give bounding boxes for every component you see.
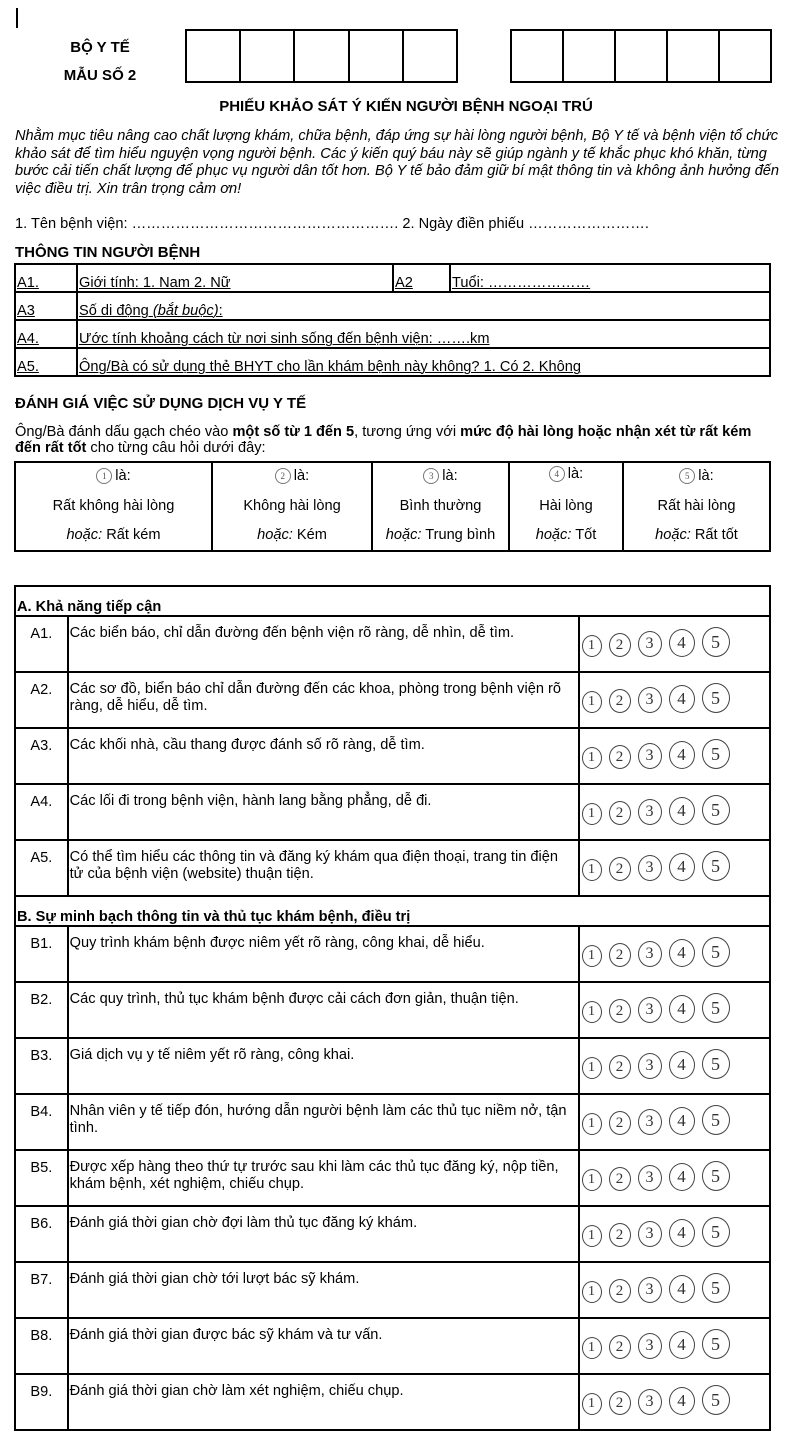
circled-number-icon: 2: [275, 468, 291, 484]
rating-option-5-circle[interactable]: 5: [702, 1105, 730, 1135]
question-text: Đánh giá thời gian chờ tới lượt bác sỹ khám.: [68, 1262, 579, 1318]
patient-info-table: [14, 263, 771, 377]
circled-number-icon: 4: [549, 466, 565, 482]
code-box[interactable]: [404, 31, 456, 81]
code-box[interactable]: [512, 31, 564, 81]
rating-option-4-circle[interactable]: 4: [669, 629, 695, 657]
question-row: [15, 1150, 770, 1206]
rating-option-1-circle[interactable]: 1: [582, 945, 602, 967]
rating-options: [579, 784, 770, 840]
rating-option-1-circle[interactable]: 1: [582, 1225, 602, 1247]
rating-option-2-circle[interactable]: 2: [609, 1223, 631, 1247]
form-code: MẪU SỐ 2: [63, 67, 137, 84]
rating-option-5-circle[interactable]: 5: [702, 993, 730, 1023]
hospital-date-line[interactable]: 1. Tên bệnh viện: ………………………………………………. 2. Ngày điền phiếu …………………….: [15, 216, 649, 232]
rating-option-1-circle[interactable]: 1: [582, 1281, 602, 1303]
info-code: A2: [393, 264, 450, 292]
question-row: [15, 728, 770, 784]
question-code: B4.: [15, 1094, 68, 1150]
rating-option-3-circle[interactable]: 3: [638, 1389, 662, 1415]
question-code: A4.: [15, 784, 68, 840]
text-cursor: [16, 8, 18, 28]
question-text: Đánh giá thời gian chờ đợi làm thủ tục đăng ký khám.: [68, 1206, 579, 1262]
question-row: [15, 840, 770, 896]
legend-cell-1: 1 là: Rất không hài lòng hoặc: Rất kém: [15, 462, 212, 551]
code-box[interactable]: [616, 31, 668, 81]
question-text: Đánh giá thời gian được bác sỹ khám và tư vấn.: [68, 1318, 579, 1374]
rating-option-5-circle[interactable]: 5: [702, 851, 730, 881]
rating-option-5-circle[interactable]: 5: [702, 1161, 730, 1191]
rating-option-1-circle[interactable]: 1: [582, 803, 602, 825]
patient-info-heading: THÔNG TIN NGƯỜI BỆNH: [15, 244, 201, 261]
rating-options: [579, 1206, 770, 1262]
question-code: B5.: [15, 1150, 68, 1206]
legend-cell-2: 2 là: Không hài lòng hoặc: Kém: [212, 462, 372, 551]
insurance-field[interactable]: Ông/Bà có sử dụng thẻ BHYT cho lần khám bệnh này không? 1. Có 2. Không: [77, 348, 770, 376]
rating-option-5-circle[interactable]: 5: [702, 627, 730, 657]
rating-option-3-circle[interactable]: 3: [638, 941, 662, 967]
question-text: Được xếp hàng theo thứ tự trước sau khi làm các thủ tục đăng ký, nộp tiền, khám bệnh, xét nghiệm, chiếu chụp.: [68, 1150, 579, 1206]
rating-option-1-circle[interactable]: 1: [582, 747, 602, 769]
rating-option-5-circle[interactable]: 5: [702, 1049, 730, 1079]
section-title: B. Sự minh bạch thông tin và thủ tục khám bệnh, điều trị: [15, 896, 770, 926]
question-text: Nhân viên y tế tiếp đón, hướng dẫn người bệnh làm các thủ tục niềm nở, tận tình.: [68, 1094, 579, 1150]
rating-option-2-circle[interactable]: 2: [609, 1111, 631, 1135]
rating-option-5-circle[interactable]: 5: [702, 795, 730, 825]
question-text: Các sơ đồ, biển báo chỉ dẫn đường đến các khoa, phòng trong bệnh viện rõ ràng, dễ hiểu, dễ tìm.: [68, 672, 579, 728]
section-header-row: [15, 896, 770, 926]
distance-field[interactable]: Ước tính khoảng cách từ nơi sinh sống đến bệnh viện: …….km: [77, 320, 770, 348]
rating-option-3-circle[interactable]: 3: [638, 1277, 662, 1303]
rating-option-4-circle[interactable]: 4: [669, 1107, 695, 1135]
question-row: [15, 1094, 770, 1150]
code-box[interactable]: [187, 31, 241, 81]
rating-option-4-circle[interactable]: 4: [669, 1275, 695, 1303]
question-code: A5.: [15, 840, 68, 896]
question-row: [15, 1206, 770, 1262]
question-text: Đánh giá thời gian chờ làm xét nghiệm, chiếu chụp.: [68, 1374, 579, 1430]
rating-options: [579, 1262, 770, 1318]
rating-option-4-circle[interactable]: 4: [669, 1387, 695, 1415]
question-text: Quy trình khám bệnh được niêm yết rõ ràng, công khai, dễ hiểu.: [68, 926, 579, 982]
rating-options: [579, 616, 770, 672]
rating-option-4-circle[interactable]: 4: [669, 1331, 695, 1359]
rating-options: [579, 926, 770, 982]
rating-option-4-circle[interactable]: 4: [669, 995, 695, 1023]
rating-options: [579, 1094, 770, 1150]
section-title: A. Khả năng tiếp cận: [15, 586, 770, 616]
rating-option-5-circle[interactable]: 5: [702, 1273, 730, 1303]
code-box[interactable]: [241, 31, 295, 81]
question-code: B2.: [15, 982, 68, 1038]
rating-option-3-circle[interactable]: 3: [638, 631, 662, 657]
rating-option-1-circle[interactable]: 1: [582, 1001, 602, 1023]
info-code: A5.: [15, 348, 77, 376]
code-boxes-left: [185, 29, 458, 83]
rating-option-3-circle[interactable]: 3: [638, 799, 662, 825]
code-box[interactable]: [720, 31, 770, 81]
legend-cell-3: 3 là: Bình thường hoặc: Trung bình: [372, 462, 509, 551]
rating-option-2-circle[interactable]: 2: [609, 689, 631, 713]
rating-option-1-circle[interactable]: 1: [582, 859, 602, 881]
question-code: B3.: [15, 1038, 68, 1094]
rating-option-4-circle[interactable]: 4: [669, 685, 695, 713]
code-box[interactable]: [564, 31, 616, 81]
question-code: A2.: [15, 672, 68, 728]
rating-options: [579, 840, 770, 896]
rating-option-1-circle[interactable]: 1: [582, 1169, 602, 1191]
rating-option-1-circle[interactable]: 1: [582, 1057, 602, 1079]
question-text: Các biển báo, chỉ dẫn đường đến bệnh viện rõ ràng, dễ nhìn, dễ tìm.: [68, 616, 579, 672]
rating-options: [579, 728, 770, 784]
question-row: [15, 1038, 770, 1094]
rating-option-2-circle[interactable]: 2: [609, 1279, 631, 1303]
rating-option-3-circle[interactable]: 3: [638, 1165, 662, 1191]
rating-option-3-circle[interactable]: 3: [638, 1221, 662, 1247]
rating-option-1-circle[interactable]: 1: [582, 1393, 602, 1415]
rating-option-3-circle[interactable]: 3: [638, 1333, 662, 1359]
question-row: [15, 1318, 770, 1374]
rating-option-1-circle[interactable]: 1: [582, 1337, 602, 1359]
question-code: B1.: [15, 926, 68, 982]
code-box[interactable]: [350, 31, 404, 81]
org-name: BỘ Y TẾ: [70, 39, 130, 56]
rating-options: [579, 1150, 770, 1206]
code-box[interactable]: [295, 31, 349, 81]
rating-option-2-circle[interactable]: 2: [609, 943, 631, 967]
info-row-a4: [15, 320, 770, 348]
question-text: Các khối nhà, cầu thang được đánh số rõ ràng, dễ tìm.: [68, 728, 579, 784]
rating-options: [579, 1318, 770, 1374]
rating-option-2-circle[interactable]: 2: [609, 745, 631, 769]
question-row: [15, 616, 770, 672]
phone-field[interactable]: Số di động (bắt buộc):: [77, 292, 770, 320]
info-row-a5: [15, 348, 770, 376]
info-row-a3: [15, 292, 770, 320]
circled-number-icon: 1: [96, 468, 112, 484]
question-row: [15, 784, 770, 840]
rating-option-2-circle[interactable]: 2: [609, 633, 631, 657]
rating-option-4-circle[interactable]: 4: [669, 1051, 695, 1079]
rating-options: [579, 672, 770, 728]
rating-option-1-circle[interactable]: 1: [582, 1113, 602, 1135]
form-title: PHIẾU KHẢO SÁT Ý KIẾN NGƯỜI BỆNH NGOẠI TRÚ: [219, 98, 593, 115]
question-row: [15, 1262, 770, 1318]
rating-option-1-circle[interactable]: 1: [582, 691, 602, 713]
rating-option-3-circle[interactable]: 3: [638, 743, 662, 769]
question-code: B8.: [15, 1318, 68, 1374]
rating-option-2-circle[interactable]: 2: [609, 1167, 631, 1191]
rating-options: [579, 1038, 770, 1094]
question-text: Các quy trình, thủ tục khám bệnh được cải cách đơn giản, thuận tiện.: [68, 982, 579, 1038]
question-text: Các lối đi trong bệnh viện, hành lang bằng phẳng, dễ đi.: [68, 784, 579, 840]
survey-question-table: [14, 585, 771, 1431]
question-row: [15, 982, 770, 1038]
intro-paragraph: Nhằm mục tiêu nâng cao chất lượng khám, chữa bệnh, đáp ứng sự hài lòng người bệnh, Bộ Y tế và bệnh viện tổ chức khảo sát để tìm hiểu nguyện vọng người bệnh. Các ý kiến quý báu này sẽ giúp ngành y tế khắc phục khó khăn, từng bước cải tiến chất lượng để phục vụ người dân tốt hơn. Bộ Y tế bảo đảm giữ bí mật thông tin và không ảnh hưởng đến việc điều trị. Xin trân trọng cảm ơn!: [15, 128, 780, 197]
rating-option-3-circle[interactable]: 3: [638, 1053, 662, 1079]
question-row: [15, 926, 770, 982]
question-row: [15, 1374, 770, 1430]
evaluation-heading: ĐÁNH GIÁ VIỆC SỬ DỤNG DỊCH VỤ Y TẾ: [15, 395, 307, 412]
rating-option-5-circle[interactable]: 5: [702, 683, 730, 713]
circled-number-icon: 3: [423, 468, 439, 484]
info-code: A1.: [15, 264, 77, 292]
rating-option-2-circle[interactable]: 2: [609, 1335, 631, 1359]
gender-field[interactable]: Giới tính: 1. Nam 2. Nữ: [77, 264, 393, 292]
info-row-a1: [15, 264, 770, 292]
info-code: A4.: [15, 320, 77, 348]
question-code: B7.: [15, 1262, 68, 1318]
rating-option-2-circle[interactable]: 2: [609, 857, 631, 881]
rating-option-3-circle[interactable]: 3: [638, 855, 662, 881]
rating-option-2-circle[interactable]: 2: [609, 1055, 631, 1079]
rating-option-3-circle[interactable]: 3: [638, 997, 662, 1023]
code-boxes-right: [510, 29, 772, 83]
question-code: A1.: [15, 616, 68, 672]
question-text: Có thể tìm hiểu các thông tin và đăng ký khám qua điện thoại, trang tin điện tử của bệnh viện (website) thuận tiện.: [68, 840, 579, 896]
section-header-row: [15, 586, 770, 616]
rating-options: [579, 1374, 770, 1430]
rating-legend-table: [14, 461, 771, 552]
age-field[interactable]: Tuổi: …………………: [450, 264, 770, 292]
rating-option-5-circle[interactable]: 5: [702, 1385, 730, 1415]
code-box[interactable]: [668, 31, 720, 81]
rating-option-2-circle[interactable]: 2: [609, 1391, 631, 1415]
rating-option-2-circle[interactable]: 2: [609, 999, 631, 1023]
rating-option-5-circle[interactable]: 5: [702, 937, 730, 967]
rating-option-4-circle[interactable]: 4: [669, 741, 695, 769]
rating-option-1-circle[interactable]: 1: [582, 635, 602, 657]
rating-option-4-circle[interactable]: 4: [669, 1163, 695, 1191]
info-code: A3: [15, 292, 77, 320]
rating-option-2-circle[interactable]: 2: [609, 801, 631, 825]
rating-option-5-circle[interactable]: 5: [702, 1329, 730, 1359]
rating-option-4-circle[interactable]: 4: [669, 939, 695, 967]
rating-option-5-circle[interactable]: 5: [702, 1217, 730, 1247]
legend-cell-4: 4 là: Hài lòng hoặc: Tốt: [509, 462, 623, 551]
rating-option-3-circle[interactable]: 3: [638, 687, 662, 713]
question-code: B6.: [15, 1206, 68, 1262]
question-text: Giá dịch vụ y tế niêm yết rõ ràng, công khai.: [68, 1038, 579, 1094]
rating-instruction: Ông/Bà đánh dấu gạch chéo vào một số từ 1 đến 5, tương ứng với mức độ hài lòng hoặc nhận xét từ rất kém đến rất tốt cho từng câu hỏi dưới đây:: [15, 424, 752, 456]
rating-option-4-circle[interactable]: 4: [669, 1219, 695, 1247]
question-row: [15, 672, 770, 728]
rating-option-5-circle[interactable]: 5: [702, 739, 730, 769]
rating-options: [579, 982, 770, 1038]
question-code: A3.: [15, 728, 68, 784]
circled-number-icon: 5: [679, 468, 695, 484]
question-code: B9.: [15, 1374, 68, 1430]
legend-cell-5: 5 là: Rất hài lòng hoặc: Rất tốt: [623, 462, 770, 551]
rating-option-4-circle[interactable]: 4: [669, 853, 695, 881]
rating-option-3-circle[interactable]: 3: [638, 1109, 662, 1135]
rating-option-4-circle[interactable]: 4: [669, 797, 695, 825]
